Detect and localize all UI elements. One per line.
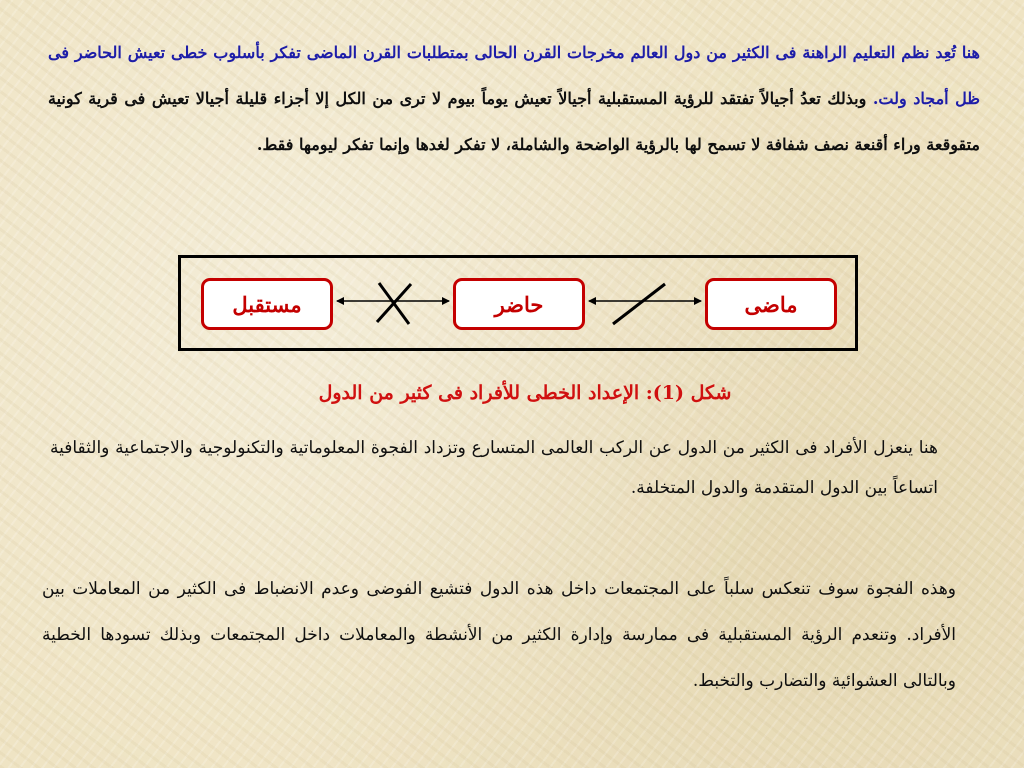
- past-label: ماضى: [744, 291, 798, 317]
- present-past-slash: [613, 284, 665, 324]
- second-paragraph: هنا ينعزل الأفراد فى الكثير من الدول عن الركب العالمى المتسارع وتزداد الفجوة المعلوماتية والتكنولوجية والاجتماعية والثقافية اتساعاً بين الدول المتقدمة والدول المتخلفة.: [50, 438, 938, 498]
- intro-highlight-text: هنا تُعِد نظم التعليم الراهنة فى الكثير من دول العالم مخرجات القرن الحالى بمتطلبات القرن الماضى تفكر بأسلوب خطى تعيش الحاضر فى ظل أمجاد ولت.: [48, 43, 981, 108]
- future-box: [201, 278, 333, 330]
- future-label: مستقبل: [232, 291, 302, 317]
- past-box: [705, 278, 837, 330]
- present-label: حاضر: [494, 291, 544, 317]
- intro-body-text: وبذلك تعدُ أجيالاً تفتقد للرؤية المستقبلية أجيالاً تعيش يوماً بيوم لا ترى من الكل إلا أجزاء قليلة أجيالا تعيش فى قرية كونية متقوقعة وراء أقنعة نصف شفافة لا تسمح لها بالرؤية الواضحة والشاملة، لا تفكر لغدها وإنما تفكر ليومها فقط.: [48, 89, 980, 154]
- linear-preparation-diagram: [178, 255, 858, 351]
- present-box: [453, 278, 585, 330]
- third-paragraph: وهذه الفجوة سوف تنعكس سلباً على المجتمعات داخل هذه الدول فتشيع الفوضى وعدم الانضباط فى الكثير من المعاملات بين الأفراد. وتنعدم الرؤية المستقبلية فى ممارسة وإدارة الكثير من الأنشطة والمعاملات داخل المجتمعات وبذلك تسودها الخطية وبالتالى العشوائية والتضارب والتخبط.: [42, 579, 956, 691]
- figure-caption: شكل (1): الإعداد الخطى للأفراد فى كثير من الدول: [318, 382, 732, 404]
- intro-paragraph: [48, 30, 980, 168]
